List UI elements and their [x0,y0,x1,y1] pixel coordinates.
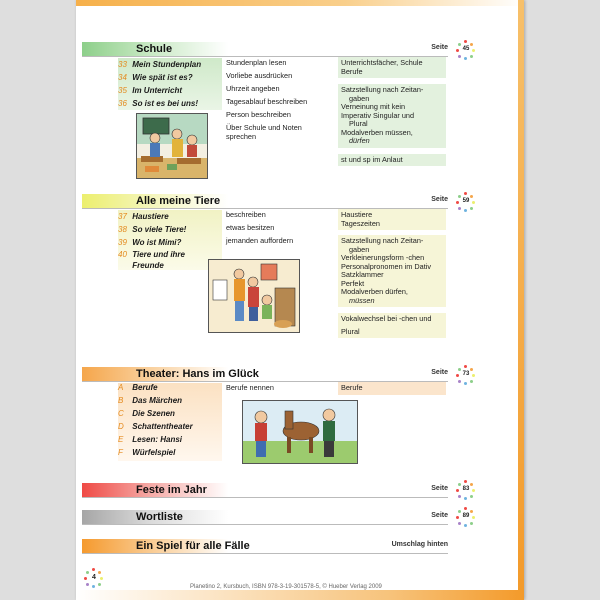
lesson-a[interactable]: A Berufe [118,383,158,392]
skill-item: Uhrzeit angeben [226,84,280,93]
seite-label: Seite [431,369,448,376]
page-number: 83 [462,486,470,492]
section-title: Schule [136,43,173,55]
page-number: 73 [462,371,470,377]
hans-drawing [243,401,357,463]
section-title: Theater: Hans im Glück [136,368,259,380]
section-title: Wortliste [136,511,183,523]
lesson-e[interactable]: E Lesen: Hansi [118,435,183,444]
footer-copyright: Planetino 2, Kursbuch, ISBN 978-3-19-301578-5, © Hueber Verlag 2009 [190,584,382,590]
lesson-38[interactable]: 38 So viele Tiere! [118,225,187,234]
page-number-badge [86,570,102,586]
skill-item: beschreiben [226,210,266,219]
skill-item: Stundenplan lesen [226,58,287,67]
lesson-list-theater [118,381,193,459]
grammar-box: Satzstellung nach Zeitan- gaben Verkleinerungsform -chen Personalpronomen im Dativ Satzklammer Perfekt Modalverben dürfen, müssen [338,235,446,307]
section-header-wortliste[interactable] [82,510,448,525]
pets-illustration [208,259,300,333]
grammar-tiere [338,209,446,340]
grammar-box: Haustiere Tageszeiten [338,209,446,230]
section-title: Alle meine Tiere [136,195,221,207]
classroom-illustration [136,113,208,179]
page-number: 45 [462,46,470,52]
grammar-box: Satzstellung nach Zeitan- gaben Verneinung mit kein Imperativ Singular und Plural Modalverben müssen, dürfen [338,84,446,148]
lesson-f[interactable]: F Würfelspiel [118,448,176,457]
lesson-33[interactable]: 33 Mein Stundenplan [118,60,202,69]
page-number: 59 [462,198,470,204]
page-number: 89 [462,513,470,519]
page-badge-45 [456,40,476,60]
grammar-box: st und sp im Anlaut [338,154,446,167]
section-title: Feste im Jahr [136,484,207,496]
page-number: 4 [92,574,96,581]
grammar-schule [338,57,446,168]
pets-drawing [209,260,299,332]
section-header-schule [82,42,448,57]
seite-label: Seite [431,512,448,519]
lesson-b[interactable]: B Das Märchen [118,396,183,405]
lesson-39[interactable]: 39 Wo ist Mimi? [118,238,182,247]
grammar-box: Berufe [338,382,446,395]
lesson-list-schule [118,58,201,110]
seite-label: Seite [431,44,448,51]
grammar-box: Vokalwechsel bei -chen und Plural [338,313,446,338]
section-header-spiel[interactable] [82,539,448,554]
section-header-feste[interactable] [82,483,448,498]
skills-schule [226,58,334,145]
lesson-c[interactable]: C Die Szenen [118,409,175,418]
skill-item: Über Schule und Noten sprechen [226,123,302,141]
classroom-drawing [137,114,207,178]
skill-item: Tagesablauf beschreiben [226,97,308,106]
umschlag-label: Umschlag hinten [391,541,448,548]
section-header-tiere [82,194,448,209]
right-edge-stripe [518,0,524,600]
grammar-theater [338,382,446,397]
hans-im-glueck-illustration [242,400,358,464]
section-title: Ein Spiel für alle Fälle [136,540,250,552]
page-badge-59 [456,192,476,212]
lesson-36[interactable]: 36 So ist es bei uns! [118,99,199,108]
lesson-list-tiere [118,210,212,273]
lesson-40[interactable]: 40 Tiere und ihre Freunde [118,250,185,270]
skills-theater [226,383,334,396]
skill-item: Vorliebe ausdrücken [226,71,293,80]
page-badge-83 [456,480,476,500]
top-stripe [76,0,524,6]
lesson-d[interactable]: D Schattentheater [118,422,193,431]
page-badge-89 [456,507,476,527]
lesson-34[interactable]: 34 Wie spät ist es? [118,73,193,82]
skill-item: Berufe nennen [226,383,274,392]
skill-item: jemanden auffordern [226,236,294,245]
lesson-35[interactable]: 35 Im Unterricht [118,86,183,95]
section-header-theater [82,367,448,382]
bottom-stripe [76,590,524,600]
grammar-box: Unterrichtsfächer, Schule Berufe [338,57,446,78]
skill-item: etwas besitzen [226,223,275,232]
seite-label: Seite [431,485,448,492]
lesson-37[interactable]: 37 Haustiere [118,212,169,221]
page-badge-73 [456,365,476,385]
skills-tiere [226,210,334,249]
seite-label: Seite [431,196,448,203]
skill-item: Person beschreiben [226,110,291,119]
